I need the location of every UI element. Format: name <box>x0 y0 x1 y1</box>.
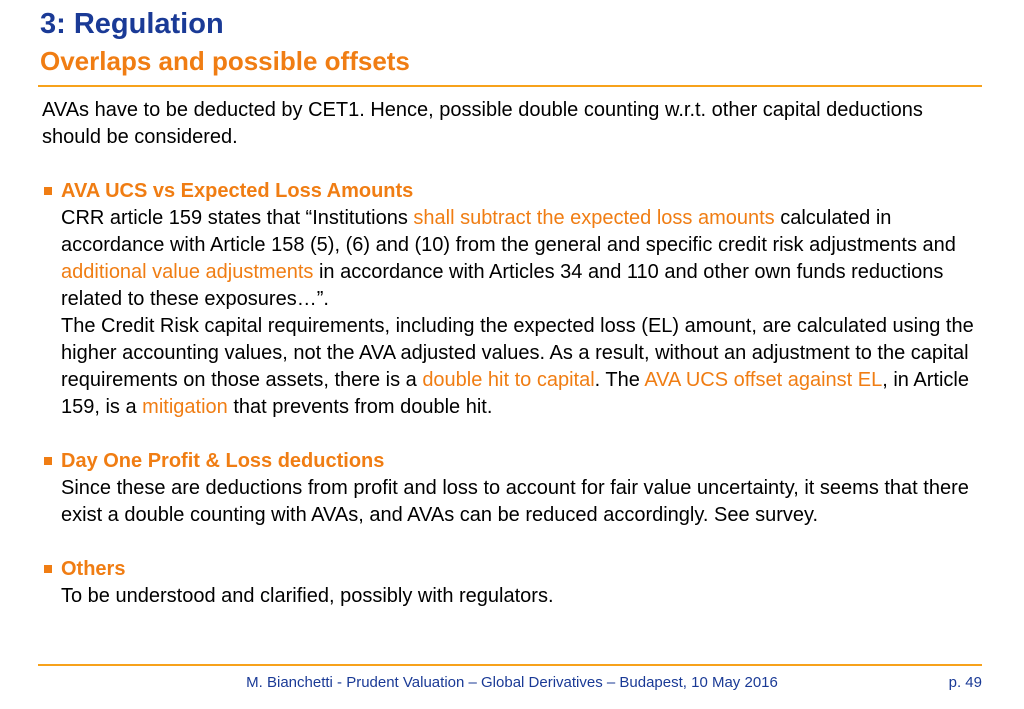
bullet-others <box>42 556 982 610</box>
square-bullet-icon <box>44 565 52 573</box>
bullet-paragraph-crr <box>61 205 982 313</box>
text-run: The Credit Risk capital requirements, including the expected loss (EL) amount, are calculated using the higher accounting values, not the AVA adjusted values. As a result, without an adjustment to the capital requirements on those assets, there is a <box>61 315 974 391</box>
text-run: calculated in accordance with Article 158 (5), (6) and (10) from the general and specific credit risk adjustments and <box>61 207 956 256</box>
bullet-heading: Others <box>61 558 126 580</box>
slide-subtitle: Overlaps and possible offsets <box>40 46 410 76</box>
highlight-run: mitigation <box>142 396 228 418</box>
square-bullet-icon <box>44 457 52 465</box>
intro-paragraph: AVAs have to be deducted by CET1. Hence, possible double counting w.r.t. other capital deductions should be considered. <box>42 99 923 148</box>
text-run: that prevents from double hit. <box>227 396 493 418</box>
text-run: . The <box>594 369 645 391</box>
bullet-paragraph: To be understood and clarified, possibly with regulators. <box>61 585 554 607</box>
page-number: p. 49 <box>948 674 982 691</box>
bullet-day-one-pl <box>42 448 982 529</box>
text-run: CRR article 159 states that “Institutions <box>61 207 414 229</box>
slide-title: 3: Regulation <box>40 8 224 40</box>
header-divider <box>38 85 982 87</box>
slide-body <box>42 97 982 610</box>
bullet-heading: AVA UCS vs Expected Loss Amounts <box>61 180 414 202</box>
square-bullet-icon <box>44 187 52 195</box>
bullet-ava-ucs <box>42 178 982 421</box>
text-run: in accordance with Articles 34 and 110 and other own funds reductions related to these exposures…”. <box>61 261 944 310</box>
bullet-paragraph: Since these are deductions from profit and loss to account for fair value uncertainty, it seems that there exist a double counting with AVAs, and AVAs can be reduced accordingly. See survey. <box>61 477 969 526</box>
highlight-run: shall subtract the expected loss amounts <box>413 207 775 229</box>
highlight-run: additional value adjustments <box>61 261 314 283</box>
bullet-heading: Day One Profit & Loss deductions <box>61 450 385 472</box>
highlight-run: double hit to capital <box>422 369 595 391</box>
highlight-run: AVA UCS offset against EL <box>644 369 883 391</box>
text-run: , in Article 159, is a <box>61 369 969 418</box>
footer-citation: M. Bianchetti - Prudent Valuation – Global Derivatives – Budapest, 10 May 2016 <box>246 674 778 691</box>
bullet-paragraph-credit-risk <box>61 313 982 421</box>
footer-divider <box>38 664 982 666</box>
